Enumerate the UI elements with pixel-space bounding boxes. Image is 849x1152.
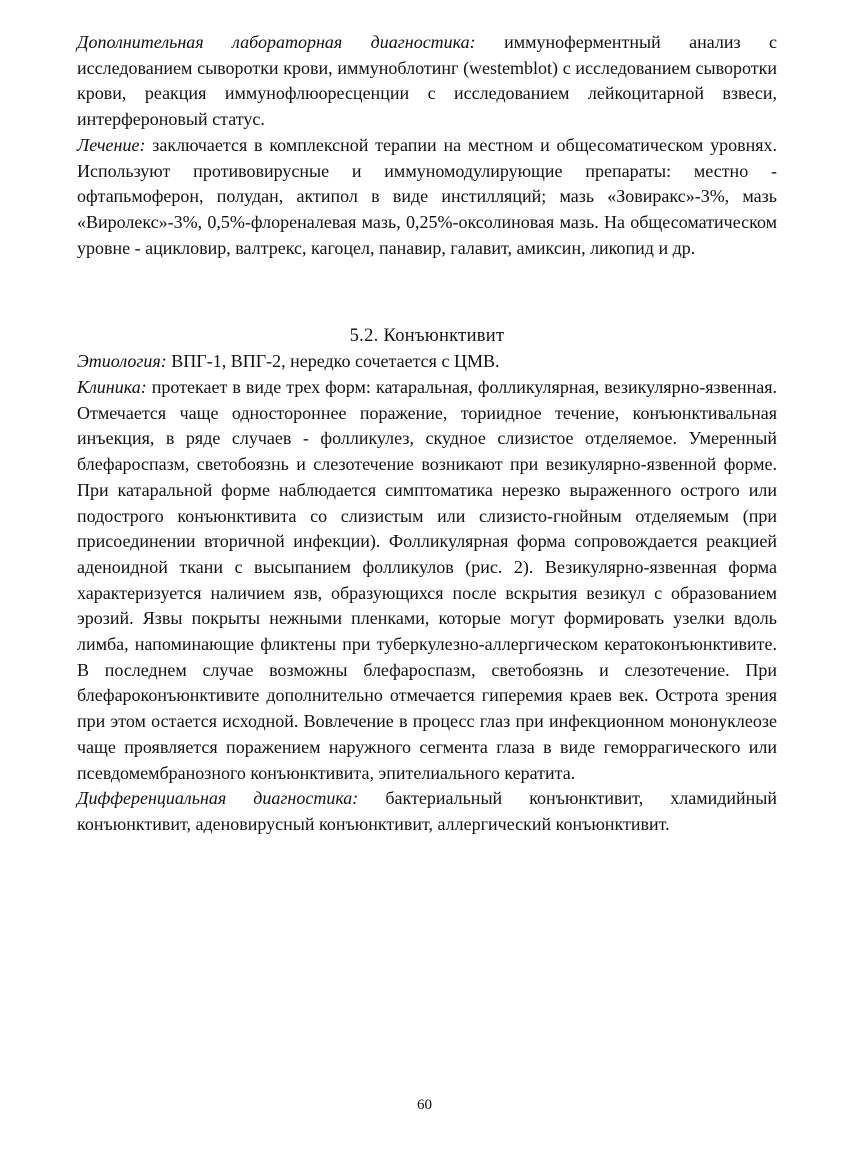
differential-paragraph	[77, 786, 777, 837]
etiology-lead: Этиология:	[77, 351, 167, 372]
treatment-text: заключается в комплексной терапии на местном и общесоматическом уровнях. Используют противовирусные и иммуномодулирующие препараты: местно - офтапьмоферон, полудан, актипол в виде инстилляций; мазь «Зовиракс»-3%, мазь «Виролекс»-3%, 0,5%-флореналевая мазь, 0,25%-оксолиновая мазь. На общесоматическом уровне - ацикловир, валтрекс, кагоцел, панавир, галавит, амиксин, ликопид и др.	[77, 134, 778, 258]
clinic-paragraph	[77, 375, 777, 786]
clinic-text: протекает в виде трех форм: катаральная, фолликулярная, везикулярно-язвенная. Отмечается чаще одностороннее поражение, ториидное течение, конъюнктивальная инъекция, в ряде случаев - фолликулез, скудное слизистое отделяемое. Умеренный блефароспазм, светобоязнь и слезотечение возникают при везикулярно-язвенной форме. При катаральной форме наблюдается симптоматика нерезко выраженного острого или подострого конъюнктивита со слизистым или слизисто-гнойным отделяемым (при присоединении вторичной инфекции). Фолликулярная форма сопровождается реакцией аденоидной ткани с высыпанием фолликулов (рис. 2). Везикулярно-язвенная форма характеризуется наличием язв, образующихся после вскрытия везикул с образованием эрозий. Язвы покрыты нежными пленками, которые могут формировать узелки вдоль лимба, напоминающие фликтены при туберкулезно-аллергическом кератоконъюнктивите. В последнем случае возможны блефароспазм, светобоязнь и слезотечение. При блефароконъюнктивите дополнительно отмечается гиперемия краев век. Острота зрения при этом остается исходной. Вовлечение в процесс глаз при инфекционном мононуклеозе чаще проявляется поражением наружного сегмента глаза в виде геморрагического или псевдомембранозного конъюнктивита, эпителиального кератита.	[77, 377, 778, 783]
etiology-text: ВПГ-1, ВПГ-2, нередко сочетается с ЦМВ.	[171, 351, 500, 372]
clinic-lead: Клиника:	[77, 377, 147, 398]
lab-diagnostics-paragraph	[77, 30, 777, 133]
differential-text: бактериальный конъюнктивит, хламидийный конъюнктивит, аденовирусный конъюнктивит, аллергический конъюнктивит.	[77, 788, 777, 834]
page-number: 60	[417, 1097, 432, 1113]
etiology-paragraph	[77, 349, 777, 375]
treatment-lead: Лечение:	[77, 134, 146, 155]
treatment-paragraph	[77, 133, 777, 262]
lab-diagnostics-text: иммуноферментный анализ с исследованием сыворотки крови, иммуноблотинг (westemblot) с исследованием сыворотки крови, реакция иммунофлюоресценции с исследованием лейкоцитарной взвеси, интерфероновый статус.	[77, 32, 778, 130]
section-heading: 5.2. Конъюнктивит	[349, 326, 505, 347]
page-body	[77, 30, 777, 838]
lab-diagnostics-lead: Дополнительная лабораторная диагностика:	[77, 32, 476, 52]
differential-lead: Дифференциальная диагностика:	[77, 788, 359, 809]
